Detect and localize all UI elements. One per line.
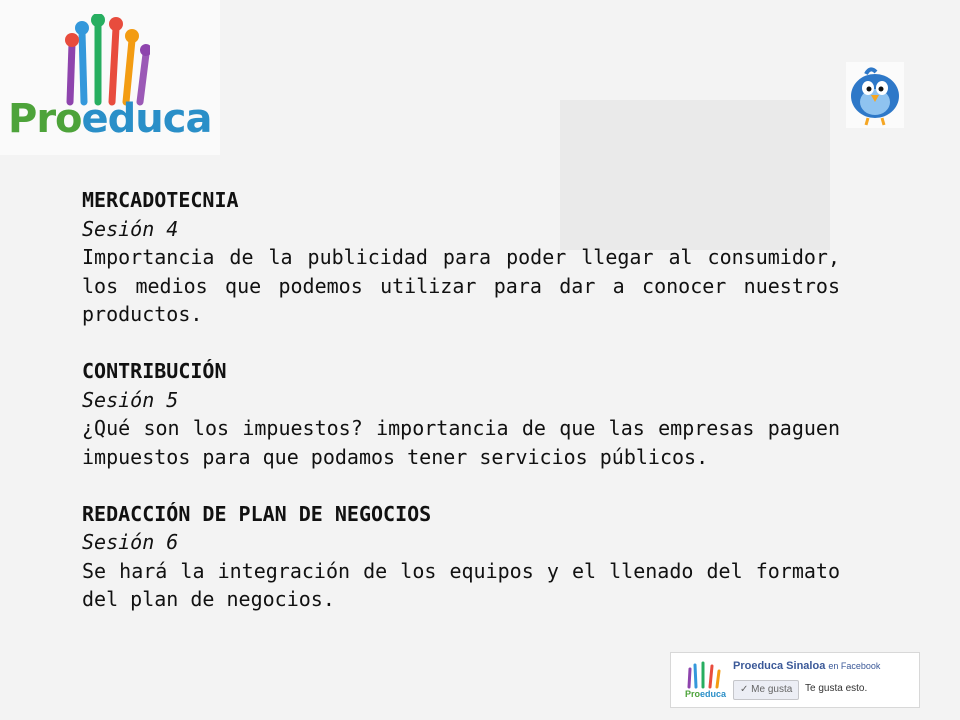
section-body: Importancia de la publicidad para poder llegar al consumidor, los medios que podemos utilizar para dar a conocer nuestros productos. [82, 245, 840, 326]
facebook-page-title [733, 660, 880, 672]
section-session: Sesión 4 [82, 216, 179, 241]
section-body: ¿Qué son los impuestos? importancia de que las empresas paguen impuestos para que podamos tener servicios públicos. [82, 416, 840, 469]
proeduca-logo [0, 0, 220, 155]
mini-logo-pro: Pro [685, 689, 701, 699]
mini-logo-educa: educa [700, 689, 727, 699]
likes-status-text: Te gusta esto. [805, 683, 868, 694]
section-body: Se hará la integración de los equipos y el llenado del formato del plan de negocios. [82, 558, 840, 611]
logo-wordmark [8, 96, 211, 142]
logo-pro-text: Pro [8, 96, 82, 142]
section-session: Sesión 5 [82, 387, 179, 412]
section-title: REDACCIÓN DE PLAN DE NEGOCIOS [82, 501, 432, 526]
hands-icon [60, 14, 150, 106]
section-title: CONTRIBUCIÓN [82, 359, 227, 383]
hands-mini-icon [683, 661, 723, 689]
facebook-page-link[interactable]: Proeduca Sinaloa [733, 660, 826, 672]
section-contribucion [82, 357, 840, 471]
mini-logo-text [685, 689, 726, 699]
twitter-bird-icon[interactable] [846, 62, 904, 128]
like-button[interactable]: ✓ Me gusta [733, 680, 799, 700]
section-plan-de-negocios [82, 500, 840, 614]
section-mercadotecnia [82, 186, 840, 329]
facebook-like-widget [670, 652, 920, 708]
logo-educa-text: educa [81, 96, 212, 142]
section-title: MERCADOTECNIA [82, 188, 239, 212]
section-session: Sesión 6 [82, 530, 179, 554]
sessions-content [82, 186, 840, 642]
proeduca-mini-logo [683, 661, 727, 703]
facebook-suffix: en Facebook [828, 661, 881, 671]
